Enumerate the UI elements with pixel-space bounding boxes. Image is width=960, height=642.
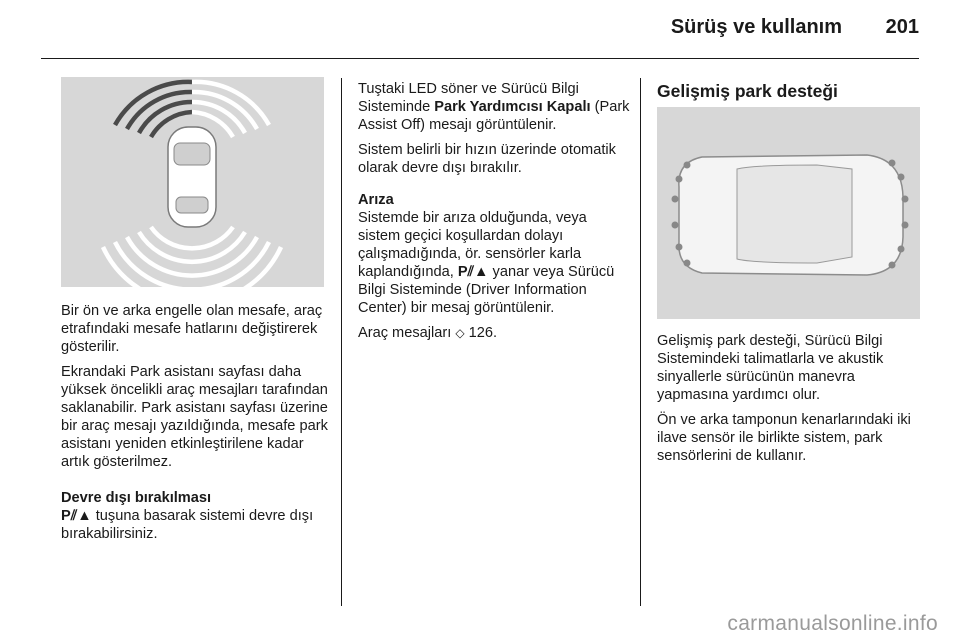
cross-reference[interactable] (358, 324, 630, 342)
paragraph-park-assist-page: Ekrandaki Park asistanı sayfası daha yüksek öncelikli araç mesajları tarafından saklanabilir. Park asistanı sayfası üzerine bir araç mesajı yazıldığında, mesafe park asistanı yeniden etkinleştirilene kadar artık gösterilmez. (61, 364, 328, 470)
footer-watermark: carmanualsonline.info (727, 612, 938, 635)
led-off-text-end: (Park Assist Off) mesajı görüntülenir. (358, 99, 630, 133)
column-1 (61, 302, 329, 550)
car-sensors-top-view (657, 107, 920, 319)
reference-arrow-icon: ◇ (455, 326, 465, 340)
car-top-view-sensor-arcs (61, 77, 324, 287)
column-divider-2 (640, 78, 641, 606)
deactivation-text: tuşuna basarak sistemi devre dışı bırakabilirsiniz. (61, 508, 314, 542)
paragraph-additional-sensors: Ön ve arka tamponun kenarlarındaki iki ilave sensör ile birlikte sistem, park sensörlerini de kullanır. (657, 412, 911, 464)
park-assist-icon: P⫽▲ (457, 264, 489, 280)
subheading-fault: Arıza (358, 192, 394, 208)
fault-text-end: yanar veya Sürücü Bilgi Sisteminde (Driver Information Center) bir mesaj görüntülenir. (358, 264, 615, 316)
column-divider-1 (341, 78, 342, 606)
park-assist-off-label: Park Yardımcısı Kapalı (434, 99, 591, 115)
header-rule (41, 58, 919, 59)
running-header-title: Sürüş ve kullanım (670, 16, 842, 38)
reference-label: Araç mesajları (358, 325, 456, 341)
paragraph-speed-deactivation: Sistem belirli bir hızın üzerinde otomatik olarak devre dışı bırakılır. (358, 142, 616, 176)
section-heading-advanced-park-assist: Gelişmiş park desteği (657, 81, 838, 101)
column-3 (657, 80, 925, 102)
parking-distance-illustration (61, 77, 324, 287)
column-3-text (657, 332, 925, 472)
column-2 (358, 80, 630, 349)
paragraph-led-off (358, 80, 630, 134)
park-assist-icon: P⫽▲ (61, 508, 92, 524)
paragraph-advanced-park-assist: Gelişmiş park desteği, Sürücü Bilgi Sistemindeki talimatlarla ve akustik sinyallerle sürücünün manevra yapmasına yardımcı olur. (657, 333, 884, 403)
advanced-park-assist-illustration (657, 107, 920, 319)
led-off-text: Tuştaki LED söner ve Sürücü Bilgi Sisteminde (358, 81, 579, 115)
reference-page: 126. (464, 325, 498, 341)
paragraph-fault (358, 209, 630, 317)
page-number: 201 (885, 16, 919, 38)
paragraph-deactivation (61, 507, 329, 543)
paragraph-distance-display: Bir ön ve arka engelle olan mesafe, araç etrafındaki mesafe hatlarını değiştirerek gösterilir. (61, 303, 323, 355)
subheading-deactivation: Devre dışı bırakılması (61, 490, 212, 506)
fault-text: Sistemde bir arıza olduğunda, veya sistem geçici koşullardan dolayı çalışmadığında, ör. sensörler karla kaplandığında, (358, 210, 587, 280)
